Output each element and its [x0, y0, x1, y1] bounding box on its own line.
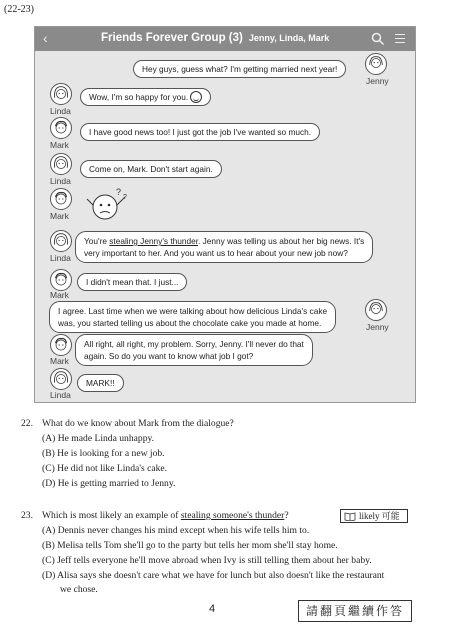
bubble-line	[84, 235, 364, 247]
question-number: 23.	[21, 510, 33, 521]
bubble-text: . Jenny was telling us about her big news. It's	[198, 236, 365, 246]
book-icon	[344, 512, 356, 521]
answer-option: (A) He made Linda unhappy.	[42, 433, 155, 444]
smiley-face-icon	[190, 91, 202, 103]
question-number: 22.	[21, 418, 33, 429]
bubble-line: again. So do you want to know what job I got?	[84, 351, 254, 361]
svg-text:?: ?	[116, 187, 122, 197]
avatar-mark-icon	[50, 117, 72, 139]
answer-option: (D) Alisa says she doesn't care what we have for lunch but also doesn't like the restaurant	[42, 570, 385, 581]
sender-name: Linda	[50, 176, 71, 186]
sender-name: Linda	[50, 253, 71, 263]
avatar-jenny-icon	[365, 53, 387, 75]
chat-header	[35, 27, 415, 51]
question-stem: What do we know about Mark from the dialogue?	[42, 418, 234, 429]
avatar-mark-icon	[50, 334, 72, 356]
group-name: Friends Forever Group (3)	[101, 32, 243, 44]
sender-name: Jenny	[366, 76, 389, 86]
stem-text: Which is most likely an example of	[42, 510, 181, 521]
avatar-jenny-icon	[365, 299, 387, 321]
search-icon[interactable]	[371, 32, 385, 46]
bubble-line: All right, all right, my problem. Sorry, Jenny. I'll never do that	[84, 339, 304, 349]
answer-option: (C) He did not like Linda's cake.	[42, 463, 168, 474]
chat-bubble: MARK!!	[77, 374, 124, 392]
page-number: 4	[209, 603, 216, 615]
avatar-linda-icon	[50, 368, 72, 390]
confused-sticker-icon	[83, 185, 131, 223]
avatar-linda-icon	[50, 83, 72, 105]
chat-bubble: Hey guys, guess what? I'm getting married next year!	[133, 60, 346, 78]
chat-title	[101, 32, 329, 44]
sender-name: Linda	[50, 390, 71, 400]
chat-bubble	[75, 231, 373, 263]
chat-screen	[34, 26, 416, 403]
group-members: Jenny, Linda, Mark	[248, 33, 330, 43]
bubble-text: You're	[84, 236, 110, 246]
avatar-linda-icon	[50, 230, 72, 252]
avatar-mark-icon	[50, 269, 72, 291]
chat-bubble: Come on, Mark. Don't start again.	[80, 160, 222, 178]
sender-name: Mark	[50, 211, 69, 221]
sender-name: Mark	[50, 290, 69, 300]
stem-text: ?	[284, 510, 289, 521]
answer-option: (C) Jeff tells everyone he'll move abroad when Ivy is still telling them about her baby.	[42, 555, 372, 566]
back-arrow-icon[interactable]: ‹	[43, 30, 48, 46]
vocabulary-note	[340, 509, 408, 523]
answer-option: (B) He is looking for a new job.	[42, 448, 165, 459]
chat-bubble	[80, 88, 211, 106]
avatar-mark-icon	[50, 188, 72, 210]
avatar-linda-icon	[50, 153, 72, 175]
bubble-line: was, you started telling us about the chocolate cake you made at home.	[58, 318, 322, 328]
chat-bubble	[49, 301, 336, 333]
sender-name: Linda	[50, 106, 71, 116]
question-range: (22-23)	[4, 4, 34, 15]
bubble-line: very important to her. And you want us to hear about your new job now?	[84, 248, 348, 258]
answer-option: (D) He is getting married to Jenny.	[42, 478, 176, 489]
question-stem	[42, 510, 289, 522]
chat-bubble	[75, 334, 313, 366]
bubble-line: I agree. Last time when we were talking about how delicious Linda's cake	[58, 306, 328, 316]
vocabulary-text: likely 可能	[359, 511, 400, 521]
menu-icon[interactable]	[395, 34, 405, 43]
idiom-underlined: stealing someone's thunder	[180, 510, 285, 521]
sender-name: Mark	[50, 356, 69, 366]
sender-name: Mark	[50, 140, 69, 150]
sender-name: Jenny	[366, 322, 389, 332]
chat-bubble-text: Wow, I'm so happy for you.	[89, 92, 189, 102]
chat-bubble: I have good news too! I just got the job I've wanted so much.	[80, 123, 320, 141]
answer-option: (B) Melisa tells Tom she'll go to the party but tells her mom she'll stay home.	[42, 540, 338, 551]
idiom-underlined: stealing Jenny's thunder	[109, 236, 199, 246]
chat-bubble: I didn't mean that. I just...	[77, 273, 187, 291]
answer-option-continued: we chose.	[60, 584, 98, 595]
answer-option: (A) Dennis never changes his mind except when his wife tells him to.	[42, 525, 310, 536]
svg-text:?: ?	[123, 194, 127, 201]
turn-page-notice: 請翻頁繼續作答	[298, 600, 412, 622]
